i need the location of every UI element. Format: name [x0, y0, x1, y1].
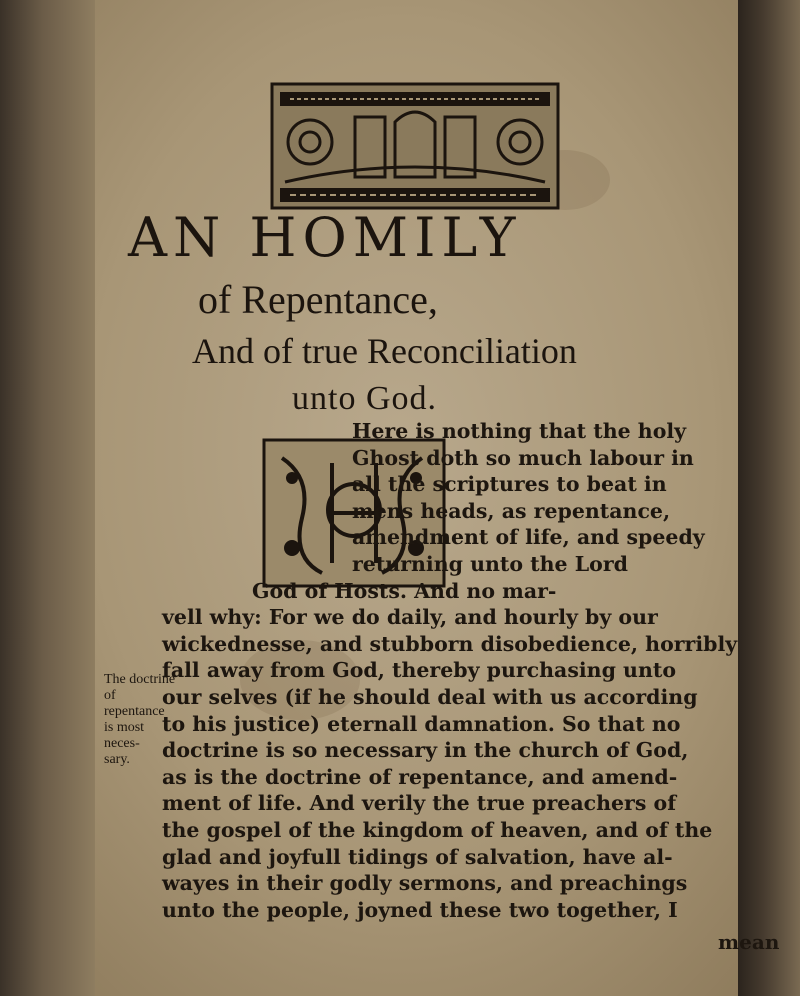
subtitle-line-3: unto God.	[292, 380, 437, 417]
body-line: our selves (if he should deal with us according	[162, 684, 698, 709]
ornamental-woodcut-icon	[270, 82, 560, 210]
body-line: all the scriptures to beat in	[352, 472, 667, 497]
body-line: returning unto the Lord	[352, 551, 628, 576]
body-line: fall away from God, thereby purchasing unto	[162, 658, 676, 683]
subtitle-line-1: of Repentance,	[198, 277, 438, 322]
catchword: mean	[718, 930, 780, 954]
body-line: to his justice) eternall damnation. So that no	[162, 711, 681, 736]
margin-note-line: of repentance	[104, 688, 165, 719]
body-line: the gospel of the kingdom of heaven, and of the	[162, 817, 713, 842]
body-line: wayes in their godly sermons, and preachings	[162, 871, 688, 896]
body-line: Here is nothing that the holy	[352, 419, 687, 443]
page-title: AN HOMILY	[128, 206, 522, 269]
body-line: ment of life. And verily the true preachers of	[162, 791, 677, 816]
body-line: doctrine is so necessary in the church of God,	[162, 738, 689, 763]
body-line: unto the people, joyned these two together, I	[162, 897, 678, 922]
subtitle-line-2: And of true Reconciliation	[192, 331, 577, 371]
body-line: vell why: For we do daily, and hourly by our	[162, 605, 658, 630]
margin-note-line: The doctrine	[104, 672, 176, 687]
body-line: amendment of life, and speedy	[352, 525, 705, 550]
body-line: glad and joyfull tidings of salvation, have al-	[162, 844, 673, 869]
body-text	[162, 418, 772, 923]
margin-note	[104, 672, 176, 768]
body-line: as is the doctrine of repentance, and amend-	[162, 764, 678, 789]
body-line: mens heads, as repentance,	[352, 498, 671, 523]
body-line: wickednesse, and stubborn disobedience, horribly	[162, 631, 738, 656]
body-line: Ghost doth so much labour in	[352, 445, 694, 470]
left-gutter	[0, 0, 95, 996]
margin-note-line: sary.	[104, 752, 130, 767]
body-line: God of Hosts. And no mar-	[252, 578, 557, 603]
margin-note-line: is most neces-	[104, 720, 145, 751]
